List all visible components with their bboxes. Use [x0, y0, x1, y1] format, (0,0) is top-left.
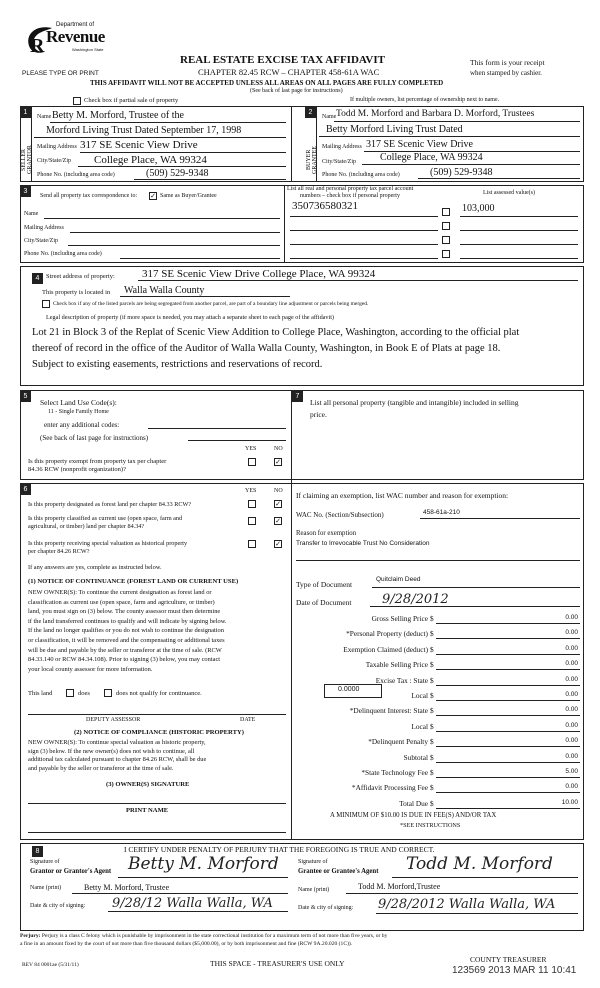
section-4-number: 4 [32, 273, 43, 284]
parcel-2-personal-checkbox[interactable] [442, 222, 450, 230]
buyer-phone[interactable]: (509) 529-9348 [430, 167, 493, 178]
segregated-checkbox[interactable] [42, 300, 50, 308]
certify-text: I CERTIFY UNDER PENALTY OF PERJURY THAT THE FOREGOING IS TRUE AND CORRECT. [124, 845, 435, 854]
s5-no-header: NO [274, 446, 283, 452]
receipt-line1: This form is your receipt [470, 58, 545, 67]
notice2-line: additional tax calculated pursuant to chapter 84.26 RCW, shall be due [28, 756, 207, 764]
deputy-assessor-label: DEPUTY ASSESSOR [86, 717, 141, 723]
notice2-line: and payable by the seller or transferor at the time of sale. [28, 764, 174, 772]
segregated-label: Check box if any of the listed parcels are being segregated from another parcel, are part of a boundary line adjustment or parcels being merged. [53, 301, 369, 307]
legal-label: Legal description of property (if more space is needed, you may attach a separate sheet to each page of the affidavit) [46, 314, 334, 321]
print-name-label: PRINT NAME [126, 807, 169, 814]
revenue-logo [22, 20, 112, 68]
buyer-mailing-label: Mailing Address [322, 144, 362, 150]
list-personal-1: List all personal property (tangible and intangible) included in selling [310, 398, 519, 407]
s3-name-label: Name [24, 211, 39, 217]
please-type: PLEASE TYPE OR PRINT [22, 70, 99, 77]
grantee-sig-label-a: Signature of [298, 859, 328, 865]
tax-row-currency: $ [430, 706, 434, 715]
notice1-line: land, you must sign on (3) below. The county assessor must then determine [28, 608, 221, 616]
local-rate[interactable]: 0.0000 [338, 686, 360, 693]
tax-row-value[interactable]: 0.00 [565, 629, 578, 636]
tax-row-label: *State Technology Fee [361, 768, 428, 777]
legal-line2: thereof of record in the office of the Auditor of Walla Walla County, Washington, in Book E of Plats at page 18. [32, 343, 501, 354]
located-label: This property is located in [42, 289, 111, 296]
notice1-line: will be due and payable by the seller or transferor at the time of sale. (RCW [28, 646, 222, 654]
multiple-owners-note: If multiple owners, list percentage of ownership next to name. [350, 97, 500, 103]
minimum-note: A MINIMUM OF $10.00 IS DUE IN FEE(S) AND/OR TAX [330, 812, 497, 819]
notice2-line: sign (3) below. If the new owner(s) does not wish to continue, all [28, 747, 195, 755]
notice2-body [28, 739, 206, 773]
section-6-number: 6 [20, 484, 31, 495]
tax-row [296, 753, 580, 765]
doc-type[interactable]: Quitclaim Deed [376, 576, 421, 583]
tax-row-currency: $ [430, 768, 434, 777]
see-instructions: *SEE INSTRUCTIONS [400, 822, 461, 829]
forest-yes-checkbox[interactable] [248, 500, 256, 508]
tax-row-currency: $ [430, 629, 434, 638]
section-8-number: 8 [32, 846, 43, 857]
current-use-question-1: Is this property classified as current use (open space, farm and [28, 515, 183, 522]
tax-row-value[interactable]: 0.00 [565, 722, 578, 729]
s5-yes-header: YES [245, 446, 257, 452]
tax-row-label: Excise Tax : State [375, 676, 428, 685]
reason-label: Reason for exemption [296, 530, 357, 537]
notice2-title: (2) NOTICE OF COMPLIANCE (HISTORIC PROPERTY) [74, 729, 244, 736]
doc-date-label: Date of Document [296, 598, 352, 607]
tax-row [296, 722, 580, 734]
tax-row-value[interactable]: 0.00 [565, 645, 578, 652]
buyer-phone-label: Phone No. (including area code) [322, 172, 400, 178]
tax-row-value[interactable]: 0.00 [565, 660, 578, 667]
s3-phone-label: Phone No. (including area code) [24, 251, 102, 257]
buyer-city-label: City/State/Zip [322, 159, 356, 165]
perjury-line2: a fine in an amount fixed by the court of not more than five thousand dollars ($5,000.00), or by both imprisonment and fine (RCW 9A.20.020 (1C)). [20, 941, 353, 947]
this-land-label: This land [28, 690, 53, 697]
warning-text: THIS AFFIDAVIT WILL NOT BE ACCEPTED UNLESS ALL AREAS ON ALL PAGES ARE FULLY COMPLETED [90, 79, 444, 87]
assessed-header: List assessed value(s) [483, 190, 535, 196]
parcel-1-personal-checkbox[interactable] [442, 208, 450, 216]
notice1-title: (1) NOTICE OF CONTINUANCE (FOREST LAND OR CURRENT USE) [28, 578, 239, 585]
section-7-number: 7 [292, 391, 303, 402]
exempt-question-2: 84.36 RCW (nonprofit organization)? [28, 466, 126, 473]
tax-row-label: *Delinquent Interest: State [349, 706, 428, 715]
current-use-no-checkbox[interactable]: ✓ [275, 517, 281, 525]
buyer-name1[interactable]: Todd M. Morford and Barbara D. Morford, Trustees [336, 109, 535, 119]
dept-state: Washington State [72, 47, 104, 52]
perjury-bold: Perjury: [20, 933, 41, 939]
buyer-side-label: BUYER GRANTEE [306, 146, 318, 174]
tax-row [296, 768, 580, 780]
county-treasurer: COUNTY TREASURER [470, 955, 547, 964]
deputy-date-label: DATE [240, 717, 256, 723]
does-label: does [78, 690, 90, 697]
grantee-signature[interactable]: Todd M. Morford [406, 854, 553, 874]
assessed-value[interactable]: 103,000 [462, 203, 495, 214]
wac-label: WAC No. (Section/Subsection) [296, 511, 384, 519]
seller-name-label: Name [37, 114, 52, 120]
grantor-print-name[interactable]: Betty M. Morford, Trustee [84, 883, 170, 892]
notice1-line: NEW OWNER(S): To continue the current designation as forest land or [28, 589, 212, 596]
exempt-no-checkbox[interactable]: ✓ [275, 458, 281, 466]
tax-row-currency: $ [430, 737, 434, 746]
legal-line1: Lot 21 in Block 3 of the Replat of Scenic View Addition to College Place, Washington, according to the official plat [32, 327, 520, 338]
send-all-label: Send all property tax correspondence to: [40, 193, 138, 199]
buyer-name2[interactable]: Betty Morford Living Trust Dated [326, 124, 463, 135]
notice1-body [28, 588, 227, 674]
tax-row-currency: $ [430, 783, 434, 792]
parcel-header2: numbers – check box if personal property [300, 193, 400, 199]
parcel-header1: List all real and personal property tax parcel account [287, 186, 414, 192]
tax-row-label: Local [411, 691, 428, 700]
grantor-sig-label-a: Signature of [30, 859, 60, 865]
svg-text:R: R [30, 35, 45, 57]
tax-row-currency: $ [430, 645, 434, 654]
form-chapter: CHAPTER 82.45 RCW – CHAPTER 458-61A WAC [198, 67, 380, 77]
does-not-label: does not qualify for continuance. [116, 690, 202, 697]
tax-row [296, 783, 580, 795]
section-1-number: 1 [20, 107, 31, 118]
land-use-code[interactable]: 11 - Single Family Home [48, 409, 109, 415]
exemption-reason[interactable]: Transfer to Irrevocable Trust No Consideration [296, 540, 430, 547]
owner-signature-label: (3) OWNER(S) SIGNATURE [106, 781, 190, 788]
select-land-use: Select Land Use Code(s): [40, 398, 117, 407]
tax-row-label: Total Due [399, 799, 428, 808]
section-2-number: 2 [305, 107, 316, 118]
seller-city-label: City/State/Zip [37, 158, 71, 164]
section-3-number: 3 [20, 186, 31, 197]
exempt-yes-checkbox[interactable] [248, 458, 256, 466]
tax-row-value[interactable]: 0.00 [565, 691, 578, 698]
tax-row-value[interactable]: 0.00 [565, 737, 578, 744]
section-5-number: 5 [20, 391, 31, 402]
tax-row [296, 706, 580, 718]
tax-row [296, 660, 580, 672]
notice2-line: NEW OWNER(S): To continue special valuation as historic property, [28, 739, 206, 746]
doc-date[interactable]: 9/28/2012 [382, 592, 449, 607]
grantor-signature[interactable]: Betty M. Morford [128, 854, 279, 874]
buyer-name-label: Name [322, 114, 337, 120]
tax-row [296, 645, 580, 657]
parcel-3-personal-checkbox[interactable] [442, 236, 450, 244]
enter-any-codes: enter any additional codes: [44, 421, 120, 429]
seller-phone[interactable]: (509) 529-9348 [146, 168, 209, 179]
tax-row-value[interactable]: 5.00 [565, 768, 578, 775]
street-label: Street address of property: [46, 273, 115, 280]
tax-row-label: Gross Selling Price [371, 614, 428, 623]
if-yes-note: If any answers are yes, complete as instructed below. [28, 564, 162, 571]
perjury-line1: Perjury is a class C felony which is punishable by imprisonment in the state correctional institution for a maximum term of not more than five years, or by [40, 933, 388, 939]
forest-question: Is this property designated as forest land per chapter 84.33 RCW? [28, 501, 192, 508]
same-as-buyer-label: Same as Buyer/Grantee [160, 193, 217, 199]
tax-row-label: Taxable Selling Price [365, 660, 428, 669]
seller-side-label: SELLER GRANTOR [21, 145, 33, 175]
seller-mailing[interactable]: 317 SE Scenic View Drive [80, 139, 198, 151]
form-title: REAL ESTATE EXCISE TAX AFFIDAVIT [180, 54, 385, 66]
tax-row-label: Exemption Claimed (deduct) [343, 645, 428, 654]
s6-no-header: NO [274, 488, 283, 494]
tax-row-value[interactable]: 0.00 [565, 706, 578, 713]
exempt-question-1: Is this property exempt from property tax per chapter [28, 458, 167, 465]
same-as-buyer-checkbox[interactable]: ✓ [150, 192, 156, 200]
county[interactable]: Walla Walla County [124, 285, 205, 296]
tax-row-currency: $ [430, 753, 434, 762]
tax-row-label: *Delinquent Penalty [368, 737, 428, 746]
tax-row-value[interactable]: 10.00 [561, 799, 578, 806]
tax-row-currency: $ [430, 691, 434, 700]
tax-row-currency: $ [430, 660, 434, 669]
seller-phone-label: Phone No. (including area code) [37, 172, 115, 178]
tax-row-label: *Personal Property (deduct) [346, 629, 428, 638]
wac-number[interactable]: 458-61a-210 [423, 509, 460, 516]
historic-yes-checkbox[interactable] [248, 540, 256, 548]
grantor-sig-label: Grantor or Grantor's Agent [30, 868, 112, 875]
list-personal-2: price. [310, 410, 327, 419]
seller-name1[interactable]: Betty M. Morford, Trustee of the [52, 110, 184, 121]
form-revision: REV 84 0001ae (5/31/11) [22, 962, 79, 968]
tax-row-label: Local [411, 722, 428, 731]
tax-row-label: *Affidavit Processing Fee [351, 783, 428, 792]
tax-row-value[interactable]: 0.00 [565, 783, 578, 790]
continuance-does-not-checkbox[interactable] [104, 689, 112, 697]
grantee-date-label: Date & city of signing: [298, 905, 354, 911]
partial-sale-checkbox[interactable] [73, 97, 81, 105]
tax-row-value[interactable]: 0.00 [565, 614, 578, 621]
grantee-print-name[interactable]: Todd M. Morford,Trustee [358, 882, 441, 891]
tax-row [296, 629, 580, 641]
seller-city[interactable]: College Place, WA 99324 [94, 154, 207, 166]
notice1-line: or classification, it will be removed and the compensating or additional taxes [28, 636, 225, 644]
s3-city-label: City/State/Zip [24, 238, 58, 244]
doc-type-label: Type of Document [296, 580, 353, 589]
treasurer-stamp: 123569 2013 MAR 11 10:41 [452, 965, 577, 976]
notice1-line: your local county assessor for more information. [28, 665, 153, 673]
tax-row [296, 799, 580, 811]
treasurer-space: THIS SPACE - TREASURER'S USE ONLY [210, 959, 345, 968]
current-use-yes-checkbox[interactable] [248, 517, 256, 525]
historic-no-checkbox[interactable]: ✓ [275, 540, 281, 548]
tax-row-currency: $ [430, 676, 434, 685]
tax-row-value[interactable]: 0.00 [565, 676, 578, 683]
historic-question-2: per chapter 84.26 RCW? [28, 548, 90, 555]
partial-sale-label: Check box if partial sale of property [84, 97, 179, 104]
s5-see-back: (See back of last page for instructions) [40, 434, 149, 442]
grantee-name-label: Name (print) [298, 887, 330, 893]
tax-row-currency: $ [430, 614, 434, 623]
legal-line3: Subject to existing easements, restrictions and reservations of record. [32, 359, 323, 370]
notice1-line: If the land no longer qualifies or you do not wish to continue the designation [28, 627, 224, 635]
tax-row-currency: $ [430, 799, 434, 808]
tax-row-currency: $ [430, 722, 434, 731]
grantor-date-label: Date & city of signing: [30, 903, 86, 909]
receipt-line2: when stamped by cashier. [470, 69, 542, 77]
parcel-4-personal-checkbox[interactable] [442, 250, 450, 258]
grantor-name-label: Name (print) [30, 885, 62, 891]
tax-row-label: Subtotal [403, 753, 428, 762]
tax-row [296, 737, 580, 749]
seller-mailing-label: Mailing Address [37, 144, 77, 150]
perjury-text [20, 933, 584, 939]
dept-name: Revenue [46, 27, 105, 46]
grantee-date-city[interactable]: 9/28/2012 Walla Walla, WA [378, 897, 556, 912]
claiming-exemption: If claiming an exemption, list WAC number and reason for exemption: [296, 491, 509, 500]
property-street[interactable]: 317 SE Scenic View Drive College Place, WA 99324 [142, 268, 376, 280]
s3-mailing-label: Mailing Address [24, 225, 64, 231]
parcel-number[interactable]: 350736580321 [292, 200, 358, 212]
notice1-line: classification as current use (open space, farm and agriculture, or timber) [28, 598, 215, 606]
buyer-mailing[interactable]: 317 SE Scenic View Drive [366, 139, 473, 150]
grantee-sig-label: Grantee or Grantee's Agent [298, 868, 379, 875]
see-back-text: (See back of last page for instructions) [250, 88, 343, 94]
current-use-question-2: agricultural, or timber) land per chapter 84.34? [28, 523, 145, 530]
grantor-date-city[interactable]: 9/28/12 Walla Walla, WA [112, 896, 273, 911]
seller-name2[interactable]: Morford Living Trust Dated September 17, 1998 [46, 125, 242, 136]
continuance-does-checkbox[interactable] [66, 689, 74, 697]
forest-no-checkbox[interactable]: ✓ [275, 500, 281, 508]
notice1-line: if the land transferred continues to qualify and will indicate by signing below. [28, 617, 227, 625]
notice1-line: 84.33.140 or RCW 84.34.108). Prior to signing (3) below, you may contact [28, 656, 221, 664]
tax-row [296, 614, 580, 626]
dept-line1: Department of [56, 22, 95, 28]
buyer-city[interactable]: College Place, WA 99324 [380, 152, 483, 163]
s6-yes-header: YES [245, 488, 257, 494]
tax-row-value[interactable]: 0.00 [565, 753, 578, 760]
historic-question-1: Is this property receiving special valuation as historical property [28, 540, 188, 547]
